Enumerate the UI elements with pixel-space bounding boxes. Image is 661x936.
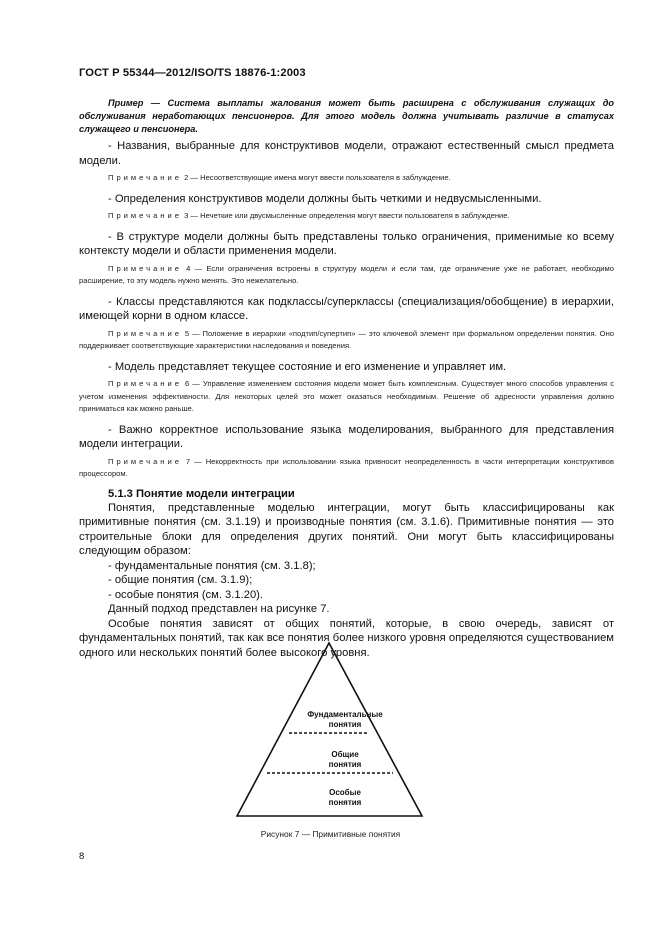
paragraph-language: - Важно корректное использование языка моделирования, выбранного для представления модели интеграции.: [79, 423, 614, 450]
paragraph-names: - Названия, выбранные для конструктивов модели, отражают естественный смысл предмета модели.: [79, 140, 614, 167]
note-label: Примечание: [108, 211, 182, 220]
paragraph-constraints: - В структуре модели должны быть представлены только ограничения, применимые ко всему контексту модели и области применения модели.: [79, 230, 614, 257]
note-label: Примечание: [108, 328, 182, 338]
pyramid-level-special: [275, 788, 415, 808]
note-text: 6 — Управление изменением состояния модели может быть комплексным. Существует много способов управления с учетом изменения эффективности. Для некоторых целей это может оказаться необходимым. Решение об адресности управления должно приниматься как можно раньше.: [79, 379, 614, 413]
section-paragraph-1: Понятия, представленные моделью интеграции, могут быть классифицированы как примитивные понятия (см. 3.1.19) и производные понятия (см. 3.1.6). Примитивные понятия — это строительные блоки для определения других понятий. Они могут быть классифицированы следующим образом:: [79, 501, 614, 557]
note-text: 5 — Положение в иерархии «подтип/супертип» — это ключевой элемент при формальном определении понятия. Оно поддерживает соответствующие характеристики наследования и поведения.: [79, 328, 614, 350]
section-paragraph-3: Особые понятия зависят от общих понятий, которые, в свою очередь, зависят от фундаментальных понятий, так как все понятия более низкого уровня определяются существованием одного или нескольких понятий более высокого уровня.: [79, 617, 614, 659]
list-item: - общие понятия (см. 3.1.9);: [108, 574, 253, 586]
level-label-line: понятия: [328, 760, 362, 769]
list-item: - фундаментальные понятия (см. 3.1.8);: [108, 559, 316, 572]
paragraph-state: - Модель представляет текущее состояние и его изменение и управляет им.: [108, 360, 507, 373]
list-item: - особые понятия (см. 3.1.20).: [108, 588, 263, 601]
note-label: Примечание: [108, 456, 182, 466]
level-label-line: Фундаментальные: [307, 710, 383, 719]
note-text: 2 — Несоответствующие имена могут ввести пользователя в заблуждение.: [181, 173, 451, 182]
note-text: 7 — Некорректность при использовании языка привносит неопределенность в части интерпретации конструктивов процессором.: [79, 456, 614, 478]
note-label: Примечание: [108, 379, 182, 388]
pyramid-level-general: [275, 750, 415, 770]
level-label-line: понятия: [328, 798, 362, 807]
page-number: 8: [79, 851, 85, 862]
note-text: 4 — Если ограничения встроены в структуру модели и если там, где ограничение уже не работает, необходимо расширение, то эту модель нужно менять. Это нежелательно.: [79, 263, 614, 285]
figure-caption: Рисунок 7 — Примитивные понятия: [260, 829, 401, 839]
document-header: ГОСТ Р 55344—2012/ISO/TS 18876-1:2003: [79, 67, 306, 79]
level-label-line: Общие: [331, 750, 359, 759]
note-label: Примечание: [108, 263, 182, 273]
level-label-line: Особые: [329, 788, 361, 797]
note-text: 3 — Нечеткие или двусмысленные определения могут ввести пользователя в заблуждение.: [181, 211, 510, 220]
pyramid-level-fundamental: [275, 710, 415, 730]
section-heading: 5.1.3 Понятие модели интеграции: [108, 487, 295, 500]
paragraph-classes: - Классы представляются как подклассы/суперклассы (специализация/обобщение) в иерархии, имеющей корни в одном классе.: [79, 295, 614, 322]
section-paragraph-2: Данный подход представлен на рисунке 7.: [108, 603, 330, 615]
paragraph-definitions: - Определения конструктивов модели должны быть четкими и недвусмысленными.: [108, 192, 542, 205]
note-label: Примечание: [108, 173, 182, 182]
level-label-line: понятия: [328, 720, 362, 729]
example-text: Пример — Система выплаты жалования может быть расширена с обслуживания служащих до обслуживания неработающих пенсионеров. Для этого модель должна учитывать различие в статусах служащего и пенсионера.: [79, 98, 614, 134]
